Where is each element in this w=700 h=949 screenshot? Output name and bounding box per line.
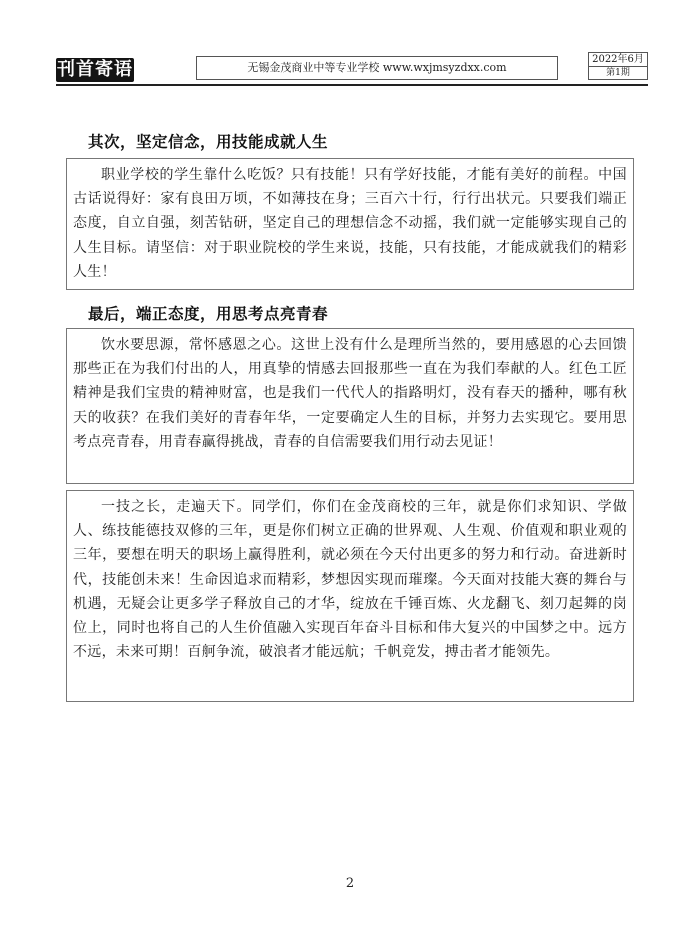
section-box-skills (66, 158, 634, 290)
school-banner (196, 56, 558, 80)
closing-box (66, 490, 634, 702)
closing-paragraph: 一技之长，走遍天下。同学们，你们在金茂商校的三年，就是你们求知识、学做人、练技能德技双修的三年，更是你们树立正确的世界观、人生观、价值观和职业观的三年，要想在明天的职场上赢得胜利，就必须在今天付出更多的努力和行动。奋进新时代，技能创未来！生命因追求而精彩，梦想因实现而璀璨。今天面对技能大赛的舞台与机遇，无疑会让更多学子释放自己的才华，绽放在千锤百炼、火龙翻飞、刻刀起舞的岗位上，同时也将自己的人生价值融入实现百年奋斗目标和伟大复兴的中国梦之中。远方不远，未来可期！百舸争流，破浪者才能远航；千帆竞发，搏击者才能领先。 (73, 499, 627, 661)
issue-date: 2022年6月 (588, 52, 648, 66)
section-paragraph-youth: 饮水要思源，常怀感恩之心。这世上没有什么是理所当然的，要用感恩的心去回馈那些正在为我们付出的人，用真挚的情感去回报那些一直在为我们奉献的人。红色工匠精神是我们宝贵的精神财富，也是我们一代代人的指路明灯，没有春天的播种，哪有秋天的收获？在我们美好的青春年华，一定要确定人生的目标，并努力去实现它。要用思考点亮青春，用青春赢得挑战，青春的自信需要我们用行动去见证！ (73, 337, 627, 450)
page-header (56, 52, 648, 82)
issue-number: 第1期 (588, 66, 648, 80)
section-heading-youth: 最后，端正态度，用思考点亮青春 (88, 305, 329, 323)
column-logo: 刊首寄语 (57, 59, 133, 80)
page-number: 2 (345, 876, 355, 891)
header-divider (56, 84, 648, 86)
section-box-youth (66, 328, 634, 484)
issue-info (588, 52, 648, 80)
section-heading-skills: 其次，坚定信念，用技能成就人生 (88, 133, 329, 151)
section-paragraph-skills: 职业学校的学生靠什么吃饭？只有技能！只有学好技能，才能有美好的前程。中国古话说得好：家有良田万顷，不如薄技在身；三百六十行，行行出状元。只要我们端正态度，自立自强，刻苦钻研，坚定自己的理想信念不动摇，我们就一定能够实现自己的人生目标。请坚信：对于职业院校的学生来说，技能，只有技能，才能成就我们的精彩人生！ (73, 167, 627, 280)
school-name: 无锡金茂商业中等专业学校 www.wxjmsyzdxx.com (247, 61, 507, 74)
